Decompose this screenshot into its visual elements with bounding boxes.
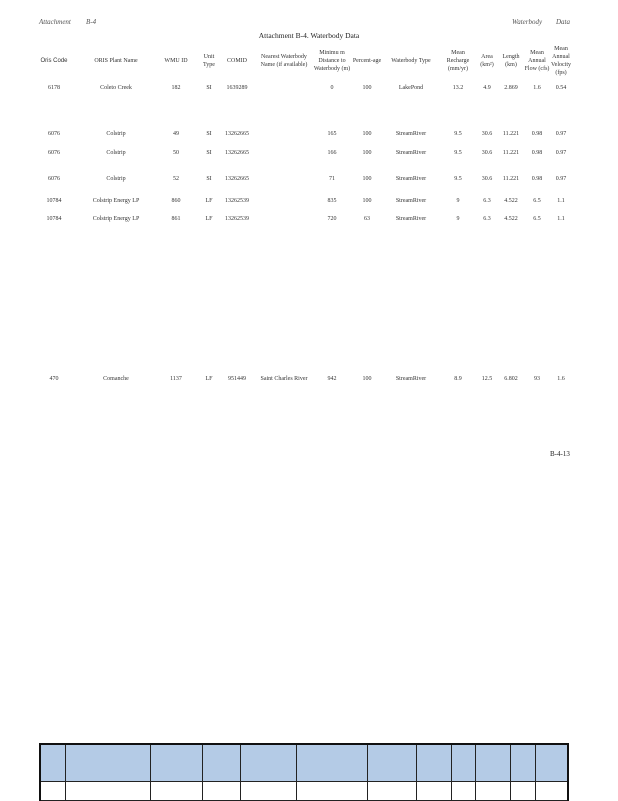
cell-wmu: 1137 <box>170 376 182 382</box>
cell-recharge: 13.2 <box>452 85 464 91</box>
footer-cell <box>40 782 65 801</box>
waterbody-table <box>28 40 572 385</box>
cell-area: 30.6 <box>481 150 493 156</box>
cell-recharge: 8.9 <box>454 376 462 382</box>
col-header-plant: ORIS Plant Name <box>94 58 138 64</box>
cell-pct: 100 <box>362 85 372 91</box>
footer-cell <box>367 744 416 782</box>
footer-cell <box>202 744 240 782</box>
cell-nearest <box>256 173 312 185</box>
cell-unit: LF <box>205 216 213 222</box>
cell-plant: Coleto Creek <box>100 85 132 91</box>
spacer-row <box>28 185 572 195</box>
table-row <box>28 173 572 185</box>
footer-cell <box>510 744 535 782</box>
cell-area: 6.3 <box>483 216 491 222</box>
cell-pct: 63 <box>364 216 370 222</box>
footer-cell <box>535 782 568 801</box>
col-header-wmu: WMU ID <box>164 58 188 64</box>
cell-wmu: 860 <box>171 198 181 204</box>
cell-pct: 100 <box>362 198 372 204</box>
cell-wbtype: StreamRiver <box>395 176 427 182</box>
cell-unit: LF <box>205 376 213 382</box>
cell-velocity: 1.1 <box>557 216 565 222</box>
col-header-mindist: Minimu m Distance to Waterbody (m) <box>313 50 351 72</box>
cell-flow: 0.98 <box>531 176 543 182</box>
table-header-row <box>28 40 572 82</box>
cell-mindist: 165 <box>327 131 337 137</box>
table-row <box>28 147 572 159</box>
cell-flow: 0.98 <box>531 150 543 156</box>
col-header-length: Length (km) <box>502 54 520 68</box>
cell-velocity: 0.97 <box>555 131 567 137</box>
table-row <box>28 213 572 225</box>
cell-wbtype: LakePond <box>398 85 424 91</box>
cell-plant: Colstrip <box>106 131 126 137</box>
running-header-right: Waterbody <box>512 18 543 26</box>
cell-wbtype: StreamRiver <box>395 216 427 222</box>
cell-mindist: 835 <box>327 198 337 204</box>
cell-unit: SI <box>206 85 212 91</box>
cell-wbtype: StreamRiver <box>395 376 427 382</box>
cell-area: 30.6 <box>481 176 493 182</box>
cell-flow: 93 <box>534 376 540 382</box>
cell-wmu: 52 <box>173 176 179 182</box>
col-header-comid: COMID <box>226 58 247 64</box>
cell-recharge: 9.5 <box>454 150 462 156</box>
cell-nearest <box>256 213 312 225</box>
cell-nearest <box>256 195 312 207</box>
cell-recharge: 9 <box>456 216 460 222</box>
cell-flow: 1.6 <box>533 85 541 91</box>
spacer-row <box>28 159 572 173</box>
footer-cell <box>40 744 65 782</box>
cell-oris: 6076 <box>48 176 60 182</box>
cell-unit: SI <box>206 176 212 182</box>
cell-pct: 100 <box>362 376 372 382</box>
col-header-nearest: Nearest Waterbody Name (if available) <box>260 54 308 68</box>
footer-cell <box>240 782 296 801</box>
cell-wmu: 182 <box>171 85 181 91</box>
cell-comid: 951449 <box>228 376 246 382</box>
footer-cell <box>510 782 535 801</box>
cell-velocity: 0.54 <box>555 85 567 91</box>
cell-recharge: 9.5 <box>454 131 462 137</box>
cell-comid: 13262665 <box>225 131 249 137</box>
cell-wbtype: StreamRiver <box>395 131 427 137</box>
cell-area: 12.5 <box>481 376 493 382</box>
cell-length: 11.221 <box>502 150 520 156</box>
footer-cell <box>240 744 296 782</box>
footer-cell <box>202 782 240 801</box>
spacer-row <box>28 225 572 373</box>
cell-mindist: 71 <box>329 176 335 182</box>
cell-plant: Colstrip <box>106 150 126 156</box>
footer-cell <box>65 782 150 801</box>
col-header-pct: Percent-age <box>352 58 382 64</box>
cell-nearest <box>256 82 312 94</box>
cell-wbtype: StreamRiver <box>395 150 427 156</box>
table-row <box>28 82 572 94</box>
spacer-row <box>28 140 572 147</box>
cell-velocity: 1.1 <box>557 198 565 204</box>
cell-length: 11.221 <box>502 131 520 137</box>
footer-cell <box>535 744 568 782</box>
cell-oris: 6178 <box>48 85 60 91</box>
cell-area: 30.6 <box>481 131 493 137</box>
table-row <box>28 195 572 207</box>
footer-cell <box>150 744 202 782</box>
col-header-unit: Unit Type <box>203 54 215 68</box>
col-header-oris: Oris Code <box>40 58 68 64</box>
cell-nearest: Saint Charles River <box>260 376 308 382</box>
footer-header-band <box>40 744 568 782</box>
cell-flow: 0.98 <box>531 131 543 137</box>
cell-mindist: 942 <box>327 376 337 382</box>
footer-cell <box>296 744 367 782</box>
running-header-left: Attachment <box>39 18 71 26</box>
cell-flow: 6.5 <box>533 216 541 222</box>
col-header-velocity: Mean Annual Velocity (fps) <box>551 46 571 76</box>
footer-cell <box>296 782 367 801</box>
cell-oris: 6076 <box>48 131 60 137</box>
cell-plant: Colstrip Energy LP <box>92 216 140 222</box>
col-header-area: Area (km²) <box>480 54 494 68</box>
cell-nearest <box>256 128 312 140</box>
cell-unit: SI <box>206 150 212 156</box>
cell-length: 4.522 <box>504 198 518 204</box>
running-header-left-number: B-4 <box>86 18 97 26</box>
cell-oris: 10784 <box>46 216 62 222</box>
cell-wmu: 49 <box>173 131 179 137</box>
cell-length: 2.869 <box>504 85 518 91</box>
cell-nearest <box>256 147 312 159</box>
cell-comid: 13262665 <box>225 150 249 156</box>
footer-body-row <box>40 782 568 801</box>
cell-comid: 13262539 <box>225 198 249 204</box>
cell-recharge: 9.5 <box>454 176 462 182</box>
cell-velocity: 0.97 <box>555 176 567 182</box>
cell-mindist: 166 <box>327 150 337 156</box>
cell-pct: 100 <box>362 131 372 137</box>
footer-cell <box>451 782 475 801</box>
running-header-right-2: Data <box>556 18 570 26</box>
cell-comid: 13262665 <box>225 176 249 182</box>
cell-comid: 1639289 <box>226 85 248 91</box>
cell-mindist: 0 <box>330 85 334 91</box>
cell-unit: SI <box>206 131 212 137</box>
cell-wmu: 861 <box>171 216 181 222</box>
cell-oris: 10784 <box>46 198 62 204</box>
cell-length: 11.221 <box>502 176 520 182</box>
footer-cell <box>367 782 416 801</box>
cell-oris: 470 <box>49 376 59 382</box>
cell-pct: 100 <box>362 176 372 182</box>
footer-cell <box>416 744 451 782</box>
cell-pct: 100 <box>362 150 372 156</box>
next-page-table-header <box>39 743 569 801</box>
cell-area: 6.3 <box>483 198 491 204</box>
footer-cell <box>475 782 510 801</box>
cell-velocity: 0.97 <box>555 150 567 156</box>
cell-comid: 13262539 <box>225 216 249 222</box>
cell-area: 4.9 <box>483 85 491 91</box>
cell-plant: Comanche <box>103 376 129 382</box>
cell-plant: Colstrip <box>106 176 126 182</box>
col-header-wbtype: Waterbody Type <box>391 58 431 64</box>
cell-length: 6.802 <box>504 376 518 382</box>
page-title: Attachment B-4. Waterbody Data <box>258 31 360 40</box>
footer-cell <box>150 782 202 801</box>
footer-cell <box>451 744 475 782</box>
page-number: B-4-13 <box>550 450 570 458</box>
table-row <box>28 128 572 140</box>
cell-length: 4.522 <box>504 216 518 222</box>
cell-oris: 6076 <box>48 150 60 156</box>
spacer-row <box>28 94 572 128</box>
cell-velocity: 1.6 <box>557 376 565 382</box>
col-header-flow: Mean Annual Flow (cfs) <box>524 50 550 72</box>
cell-plant: Colstrip Energy LP <box>92 198 140 204</box>
footer-cell <box>65 744 150 782</box>
cell-mindist: 720 <box>327 216 337 222</box>
footer-cell <box>416 782 451 801</box>
table-row <box>28 373 572 385</box>
cell-wbtype: StreamRiver <box>395 198 427 204</box>
footer-cell <box>475 744 510 782</box>
cell-flow: 6.5 <box>533 198 541 204</box>
cell-unit: LF <box>205 198 213 204</box>
col-header-recharge: Mean Recharge (mm/yr) <box>446 50 470 72</box>
cell-recharge: 9 <box>456 198 460 204</box>
cell-wmu: 50 <box>173 150 179 156</box>
